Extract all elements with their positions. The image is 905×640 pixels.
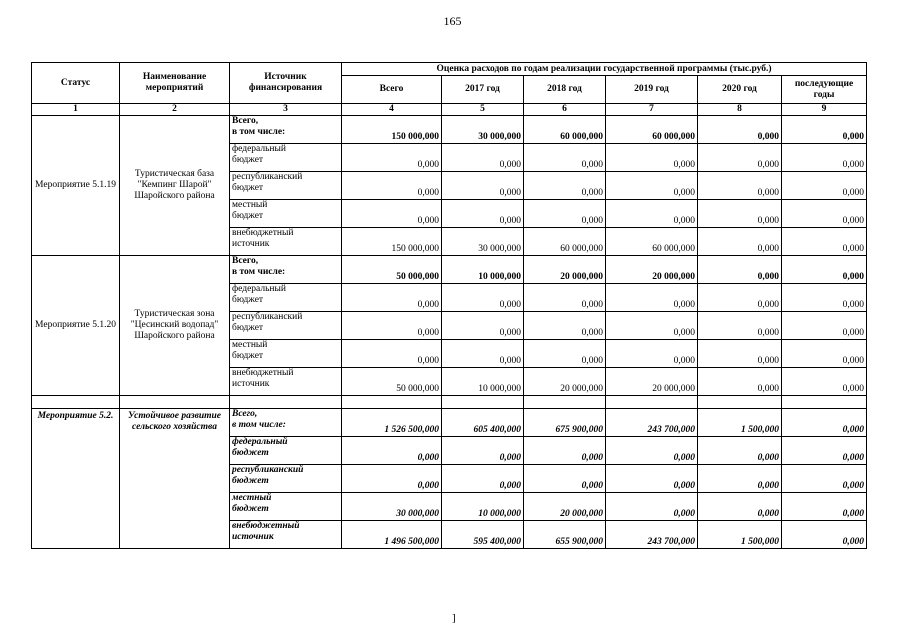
table-row: [32, 256, 867, 284]
value-cell: 0,000: [342, 312, 442, 340]
col-number: 5: [442, 104, 524, 116]
value-cell: 675 900,000: [524, 409, 606, 437]
value-cell: 0,000: [782, 116, 867, 144]
empty-cell: [120, 396, 230, 409]
value-cell: 0,000: [442, 200, 524, 228]
funding-source-cell: республиканский бюджет: [230, 465, 342, 493]
col-number: 6: [524, 104, 606, 116]
empty-cell: [782, 396, 867, 409]
value-cell: 0,000: [606, 200, 698, 228]
value-cell: 0,000: [442, 340, 524, 368]
value-cell: 0,000: [442, 465, 524, 493]
value-cell: 0,000: [524, 172, 606, 200]
measure-name-cell: Туристическая база "Кемпинг Шарой" Шаройского района: [120, 116, 230, 256]
header-year-2018: 2018 год: [524, 76, 606, 104]
value-cell: 243 700,000: [606, 521, 698, 549]
value-cell: 10 000,000: [442, 368, 524, 396]
value-cell: 0,000: [698, 116, 782, 144]
value-cell: 50 000,000: [342, 368, 442, 396]
value-cell: 595 400,000: [442, 521, 524, 549]
value-cell: 0,000: [342, 340, 442, 368]
value-cell: 0,000: [698, 368, 782, 396]
funding-source-cell: федеральный бюджет: [230, 437, 342, 465]
col-number: 7: [606, 104, 698, 116]
funding-source-cell: федеральный бюджет: [230, 144, 342, 172]
value-cell: 0,000: [698, 200, 782, 228]
funding-source-cell: внебюджетный источник: [230, 521, 342, 549]
value-cell: 1 500,000: [698, 521, 782, 549]
value-cell: 0,000: [342, 465, 442, 493]
value-cell: 0,000: [442, 172, 524, 200]
header-year-2017: 2017 год: [442, 76, 524, 104]
value-cell: 0,000: [782, 312, 867, 340]
value-cell: 0,000: [698, 312, 782, 340]
value-cell: 0,000: [606, 144, 698, 172]
value-cell: 0,000: [524, 312, 606, 340]
value-cell: 0,000: [782, 368, 867, 396]
funding-source-cell: республиканский бюджет: [230, 172, 342, 200]
value-cell: 0,000: [782, 228, 867, 256]
value-cell: 50 000,000: [342, 256, 442, 284]
value-cell: 0,000: [606, 437, 698, 465]
col-number: 9: [782, 104, 867, 116]
value-cell: 0,000: [524, 437, 606, 465]
value-cell: 60 000,000: [524, 228, 606, 256]
funding-source-cell: внебюджетный источник: [230, 228, 342, 256]
value-cell: 0,000: [698, 437, 782, 465]
funding-source-cell: Всего, в том числе:: [230, 409, 342, 437]
header-status: Статус: [32, 63, 120, 104]
status-cell: Мероприятие 5.1.20: [32, 256, 120, 396]
funding-source-cell: федеральный бюджет: [230, 284, 342, 312]
value-cell: 0,000: [698, 340, 782, 368]
value-cell: 20 000,000: [524, 368, 606, 396]
header-source: Источник финансирования: [230, 63, 342, 104]
col-number: 4: [342, 104, 442, 116]
value-cell: 0,000: [782, 437, 867, 465]
funding-source-cell: Всего, в том числе:: [230, 116, 342, 144]
value-cell: 0,000: [524, 144, 606, 172]
value-cell: 0,000: [606, 172, 698, 200]
value-cell: 0,000: [342, 437, 442, 465]
col-number: 1: [32, 104, 120, 116]
value-cell: 60 000,000: [524, 116, 606, 144]
value-cell: 0,000: [442, 437, 524, 465]
value-cell: 0,000: [698, 172, 782, 200]
col-number: 2: [120, 104, 230, 116]
value-cell: 150 000,000: [342, 228, 442, 256]
page-number: 165: [443, 14, 462, 28]
value-cell: 0,000: [782, 284, 867, 312]
col-number: 3: [230, 104, 342, 116]
value-cell: 605 400,000: [442, 409, 524, 437]
value-cell: 0,000: [606, 312, 698, 340]
value-cell: 0,000: [698, 284, 782, 312]
value-cell: 0,000: [342, 284, 442, 312]
value-cell: 20 000,000: [524, 256, 606, 284]
value-cell: 0,000: [524, 284, 606, 312]
value-cell: 0,000: [342, 172, 442, 200]
value-cell: 0,000: [606, 493, 698, 521]
value-cell: 0,000: [698, 493, 782, 521]
value-cell: 30 000,000: [442, 228, 524, 256]
header-year-total: Всего: [342, 76, 442, 104]
value-cell: 0,000: [442, 144, 524, 172]
value-cell: 0,000: [698, 256, 782, 284]
value-cell: 0,000: [782, 521, 867, 549]
measure-name-cell: Устойчивое развитие сельского хозяйства: [120, 409, 230, 549]
value-cell: 0,000: [782, 465, 867, 493]
measure-name-cell: Туристическая зона "Цесинский водопад" Шаройского района: [120, 256, 230, 396]
value-cell: 0,000: [782, 340, 867, 368]
budget-table: [31, 62, 867, 549]
col-number: 8: [698, 104, 782, 116]
value-cell: 655 900,000: [524, 521, 606, 549]
value-cell: 150 000,000: [342, 116, 442, 144]
value-cell: 0,000: [782, 172, 867, 200]
header-year-later: последующие годы: [782, 76, 867, 104]
value-cell: 30 000,000: [342, 493, 442, 521]
table-row: [32, 409, 867, 437]
empty-cell: [32, 396, 120, 409]
value-cell: 243 700,000: [606, 409, 698, 437]
empty-cell: [442, 396, 524, 409]
value-cell: 1 500,000: [698, 409, 782, 437]
spacer-row: [32, 396, 867, 409]
header-estimate: Оценка расходов по годам реализации государственной программы (тыс.руб.): [342, 63, 867, 76]
value-cell: 0,000: [524, 200, 606, 228]
status-cell: Мероприятие 5.1.19: [32, 116, 120, 256]
value-cell: 0,000: [442, 312, 524, 340]
empty-cell: [230, 396, 342, 409]
value-cell: 0,000: [698, 465, 782, 493]
value-cell: 10 000,000: [442, 256, 524, 284]
value-cell: 0,000: [606, 465, 698, 493]
value-cell: 20 000,000: [606, 256, 698, 284]
value-cell: 0,000: [782, 493, 867, 521]
budget-body: [32, 116, 867, 549]
value-cell: 0,000: [442, 284, 524, 312]
value-cell: 60 000,000: [606, 228, 698, 256]
funding-source-cell: Всего, в том числе:: [230, 256, 342, 284]
value-cell: 0,000: [606, 340, 698, 368]
value-cell: 0,000: [698, 228, 782, 256]
bottom-mark: ]: [452, 612, 456, 624]
value-cell: 1 496 500,000: [342, 521, 442, 549]
status-cell: Мероприятие 5.2.: [32, 409, 120, 549]
funding-source-cell: местный бюджет: [230, 200, 342, 228]
funding-source-cell: местный бюджет: [230, 340, 342, 368]
table-row: [32, 116, 867, 144]
value-cell: 0,000: [782, 256, 867, 284]
value-cell: 0,000: [342, 144, 442, 172]
value-cell: 0,000: [698, 144, 782, 172]
value-cell: 0,000: [782, 144, 867, 172]
empty-cell: [698, 396, 782, 409]
value-cell: 10 000,000: [442, 493, 524, 521]
value-cell: 0,000: [342, 200, 442, 228]
funding-source-cell: местный бюджет: [230, 493, 342, 521]
value-cell: 0,000: [782, 409, 867, 437]
empty-cell: [342, 396, 442, 409]
value-cell: 20 000,000: [524, 493, 606, 521]
funding-source-cell: республиканский бюджет: [230, 312, 342, 340]
header-year-2019: 2019 год: [606, 76, 698, 104]
empty-cell: [524, 396, 606, 409]
header-name: Наименование мероприятий: [120, 63, 230, 104]
value-cell: 60 000,000: [606, 116, 698, 144]
header-year-2020: 2020 год: [698, 76, 782, 104]
value-cell: 0,000: [524, 340, 606, 368]
value-cell: 1 526 500,000: [342, 409, 442, 437]
funding-source-cell: внебюджетный источник: [230, 368, 342, 396]
value-cell: 20 000,000: [606, 368, 698, 396]
value-cell: 0,000: [524, 465, 606, 493]
value-cell: 0,000: [782, 200, 867, 228]
empty-cell: [606, 396, 698, 409]
value-cell: 30 000,000: [442, 116, 524, 144]
value-cell: 0,000: [606, 284, 698, 312]
